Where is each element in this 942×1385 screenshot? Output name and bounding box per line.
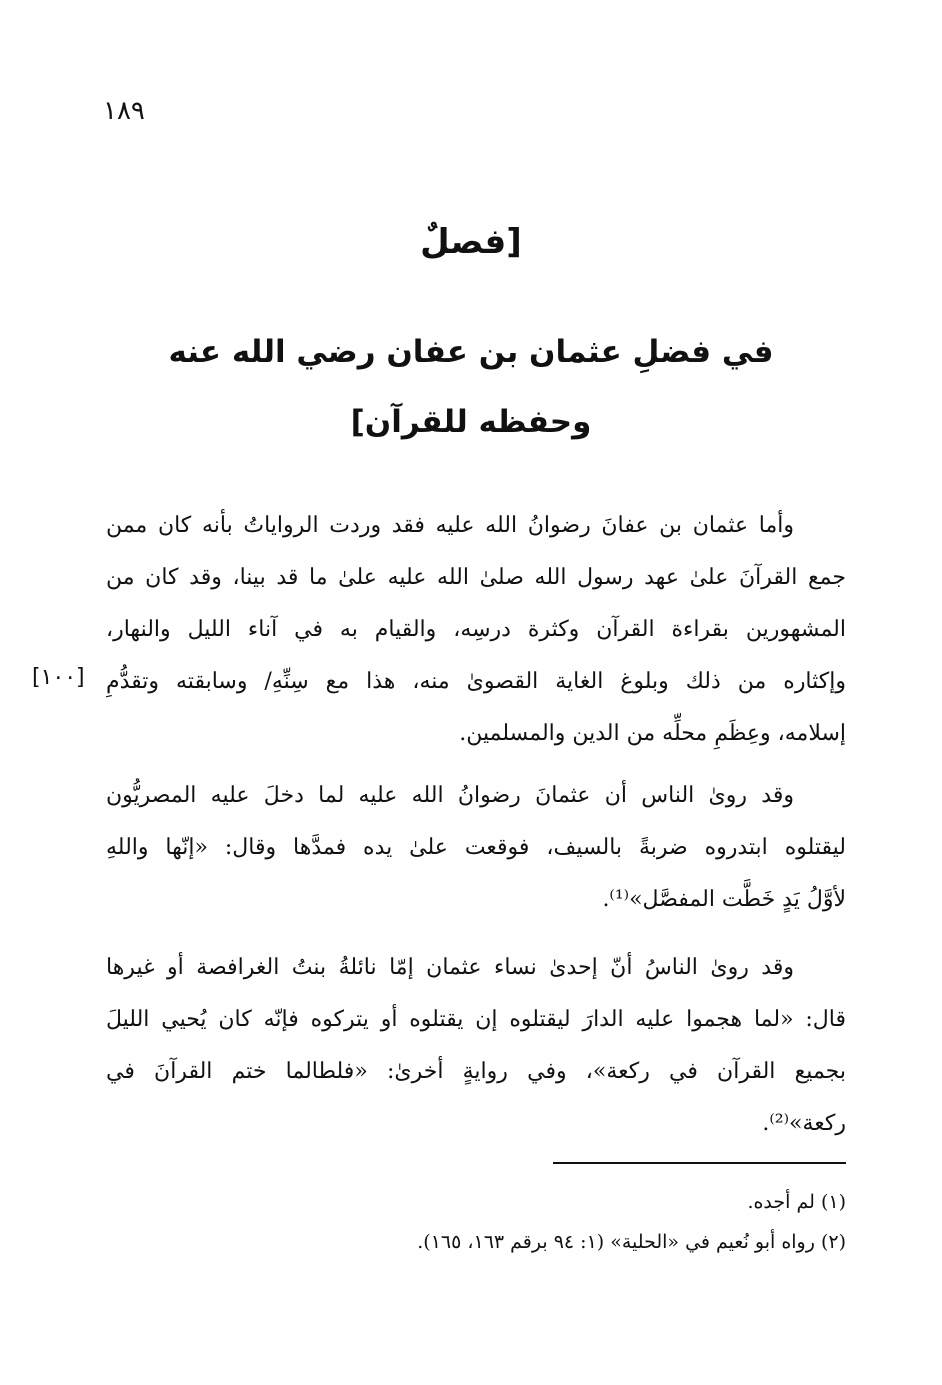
- text-line: لأوَّلُ يَدٍ خَطَّت المفصَّل»⁽¹⁾.: [602, 887, 846, 912]
- section-heading: [فصلٌ: [420, 222, 522, 262]
- paragraph-3: [106, 942, 846, 1150]
- paragraph-1: [106, 500, 846, 760]
- paragraph-2: [106, 770, 846, 926]
- footnote-2: (٢) رواه أبو نُعيم في «الحلية» (١: ٩٤ برقم ١٦٣، ١٦٥).: [417, 1231, 846, 1253]
- text-line: ليقتلوه ابتدروه ضربةً بالسيف، فوقعت علىٰ يده فمدَّها وقال: «إنّها واللهِ: [106, 835, 846, 860]
- chapter-title-line-2: وحفظه للقرآن]: [350, 404, 592, 440]
- footnote-divider: [553, 1162, 846, 1164]
- text-line: ركعة»⁽²⁾.: [762, 1111, 846, 1136]
- text-line: وأما عثمان بن عفانَ رضوانُ الله عليه فقد وردت الرواياتُ بأنه كان ممن: [106, 513, 794, 538]
- text-line: وقد روىٰ الناس أن عثمانَ رضوانُ الله عليه لما دخلَ عليه المصريُّون: [106, 783, 794, 808]
- footnotes: [106, 1182, 846, 1262]
- text-line: المشهورين بقراءة القرآن وكثرة درسِه، والقيام به في آناء الليل والنهار،: [106, 617, 846, 642]
- text-line: إسلامه، وعِظَمِ محلِّه من الدين والمسلمين.: [459, 721, 846, 746]
- text-line: جمع القرآنَ علىٰ عهد رسول الله صلىٰ الله عليه علىٰ ما قد بينا، وقد كان من: [106, 565, 846, 590]
- chapter-title-line-1: في فضلِ عثمان بن عفان رضي الله عنه: [168, 334, 774, 370]
- text-line: بجميع القرآن في ركعة»، وفي روايةٍ أخرىٰ: «فلطالما ختم القرآنَ في: [106, 1059, 846, 1084]
- page-number: ١٨٩: [103, 96, 145, 126]
- text-line: وقد روىٰ الناسُ أنّ إحدىٰ نساء عثمان إمّا نائلةُ بنتُ الغرافصة أو غيرها: [106, 955, 794, 980]
- text-line: قال: «لما هجموا عليه الدارَ ليقتلوه إن يقتلوه أو يتركوه فإنّه كان يُحيي الليلَ: [106, 1007, 846, 1032]
- footnote-1: (١) لم أجده.: [747, 1191, 846, 1213]
- manuscript-folio-marker: [١٠٠]: [32, 665, 85, 690]
- text-line: وإكثاره من ذلك وبلوغ الغاية القصوىٰ منه، هذا مع سِنِّهِ/ وسابقته وتقدُّمِ: [106, 669, 846, 694]
